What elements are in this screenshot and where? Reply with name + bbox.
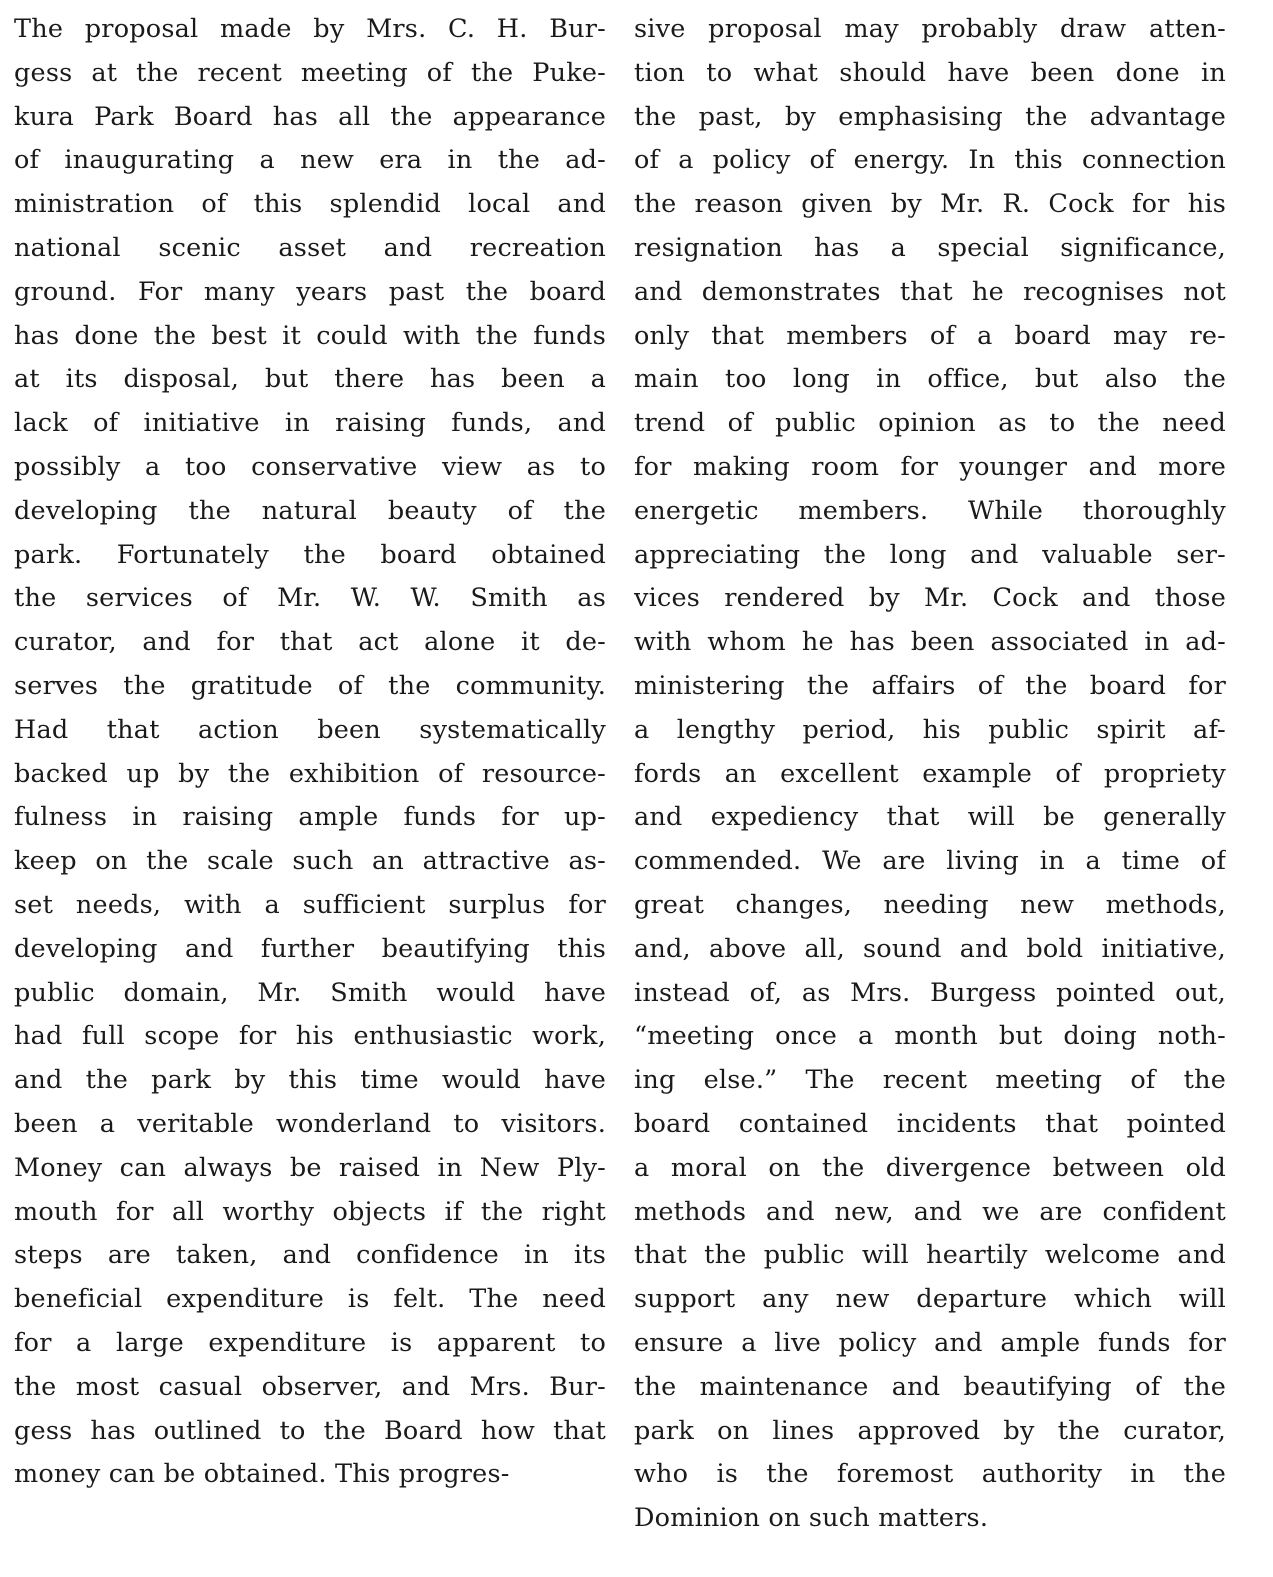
- text-line: instead of, as Mrs. Burgess pointed out,: [634, 977, 1226, 1008]
- text-line: kura Park Board has all the appearance: [14, 101, 606, 132]
- text-line: of inaugurating a new era in the ad-: [14, 145, 606, 176]
- text-line: trend of public opinion as to the need: [634, 408, 1226, 439]
- text-line: serves the gratitude of the community.: [14, 670, 606, 701]
- text-line: Money can always be raised in New Ply-: [14, 1152, 606, 1183]
- text-line: developing the natural beauty of the: [14, 495, 606, 526]
- text-line: that the public will heartily welcome and: [634, 1240, 1226, 1271]
- text-line: appreciating the long and valuable ser-: [634, 539, 1226, 570]
- text-line: has done the best it could with the funds: [14, 320, 606, 351]
- text-line: ministration of this splendid local and: [14, 189, 606, 220]
- text-line: fulness in raising ample funds for up-: [14, 802, 606, 833]
- text-line: sive proposal may probably draw atten-: [634, 14, 1226, 44]
- text-line: energetic members. While thoroughly: [634, 495, 1226, 526]
- text-line: great changes, needing new methods,: [634, 889, 1226, 920]
- text-line: and demonstrates that he recognises not: [634, 276, 1226, 307]
- text-line: developing and further beautifying this: [14, 933, 606, 964]
- text-line: board contained incidents that pointed: [634, 1108, 1226, 1139]
- text-line: ensure a live policy and ample funds for: [634, 1327, 1226, 1358]
- text-line: keep on the scale such an attractive as-: [14, 846, 606, 877]
- text-line: who is the foremost authority in the: [634, 1459, 1226, 1490]
- text-line: The proposal made by Mrs. C. H. Bur-: [14, 14, 606, 44]
- text-line: gess at the recent meeting of the Puke-: [14, 57, 606, 88]
- text-line: methods and new, and we are confident: [634, 1196, 1226, 1227]
- text-line: of a policy of energy. In this connection: [634, 145, 1226, 176]
- text-line: public domain, Mr. Smith would have: [14, 977, 606, 1008]
- text-line: park on lines approved by the curator,: [634, 1415, 1226, 1446]
- text-line: tion to what should have been done in: [634, 57, 1226, 88]
- text-line: resignation has a special significance,: [634, 232, 1226, 263]
- text-line: a moral on the divergence between old: [634, 1152, 1226, 1183]
- text-line: the most casual observer, and Mrs. Bur-: [14, 1371, 606, 1402]
- text-line: gess has outlined to the Board how that: [14, 1415, 606, 1446]
- left-column: [14, 8, 606, 1497]
- right-column: [634, 8, 1226, 1541]
- text-line: lack of initiative in raising funds, and: [14, 408, 606, 439]
- text-line: had full scope for his enthusiastic work,: [14, 1021, 606, 1052]
- text-line: support any new departure which will: [634, 1284, 1226, 1315]
- text-line: backed up by the exhibition of resource-: [14, 758, 606, 789]
- text-line: and expediency that will be generally: [634, 802, 1226, 833]
- text-line: and the park by this time would have: [14, 1065, 606, 1096]
- text-line: fords an excellent example of propriety: [634, 758, 1226, 789]
- text-line: been a veritable wonderland to visitors.: [14, 1108, 606, 1139]
- text-line: ground. For many years past the board: [14, 276, 606, 307]
- text-line: with whom he has been associated in ad-: [634, 627, 1226, 658]
- text-line: main too long in office, but also the: [634, 364, 1226, 395]
- text-line: park. Fortunately the board obtained: [14, 539, 606, 570]
- text-line: ing else.” The recent meeting of the: [634, 1065, 1226, 1096]
- text-line: at its disposal, but there has been a: [14, 364, 606, 395]
- text-line: the reason given by Mr. R. Cock for his: [634, 189, 1226, 220]
- text-line: national scenic asset and recreation: [14, 232, 606, 263]
- text-line: the past, by emphasising the advantage: [634, 101, 1226, 132]
- text-line: Had that action been systematically: [14, 714, 606, 745]
- text-line: set needs, with a sufficient surplus for: [14, 889, 606, 920]
- text-line: Dominion on such matters.: [634, 1503, 989, 1534]
- text-line: commended. We are living in a time of: [634, 846, 1226, 877]
- text-line: steps are taken, and confidence in its: [14, 1240, 606, 1271]
- text-line: money can be obtained. This progres-: [14, 1459, 510, 1490]
- text-line: the services of Mr. W. W. Smith as: [14, 583, 606, 614]
- text-line: mouth for all worthy objects if the right: [14, 1196, 606, 1227]
- text-line: “meeting once a month but doing noth-: [634, 1021, 1226, 1052]
- text-line: beneficial expenditure is felt. The need: [14, 1284, 606, 1315]
- text-line: for a large expenditure is apparent to: [14, 1327, 606, 1358]
- text-line: vices rendered by Mr. Cock and those: [634, 583, 1226, 614]
- text-line: ministering the affairs of the board for: [634, 670, 1226, 701]
- text-line: curator, and for that act alone it de-: [14, 627, 606, 658]
- text-line: a lengthy period, his public spirit af-: [634, 714, 1226, 745]
- text-line: the maintenance and beautifying of the: [634, 1371, 1226, 1402]
- text-line: only that members of a board may re-: [634, 320, 1226, 351]
- text-line: possibly a too conservative view as to: [14, 451, 606, 482]
- text-line: and, above all, sound and bold initiative,: [634, 933, 1226, 964]
- text-line: for making room for younger and more: [634, 451, 1226, 482]
